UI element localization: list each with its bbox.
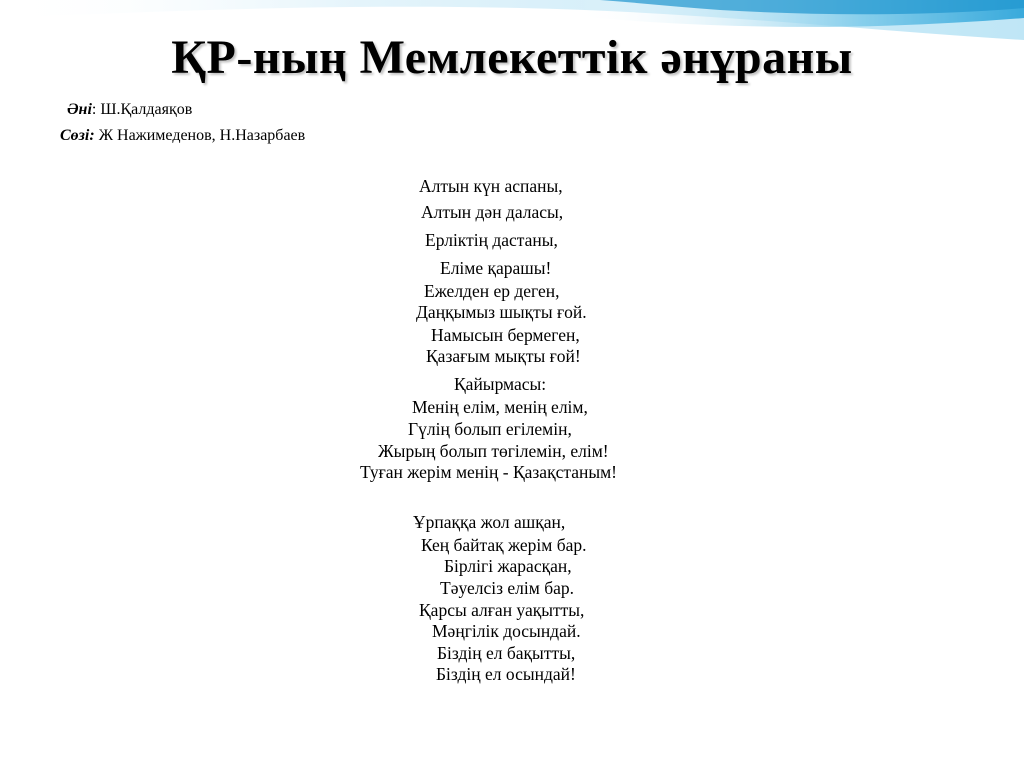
lyric-line: Ұрпаққа жол ашқан, [413, 512, 566, 532]
lyric-line: Намысын бермеген, [431, 325, 580, 345]
music-credit-label: Әні [67, 101, 92, 118]
lyric-line: Біздің ел осындай! [436, 664, 576, 684]
lyric-line: Қарсы алған уақытты, [419, 600, 585, 620]
lyric-line: Тәуелсіз елім бар. [440, 578, 575, 598]
lyrics-credit-value: Ж Нажимеденов, Н.Назарбаев [94, 127, 306, 144]
lyric-line: Алтын дән даласы, [421, 202, 564, 222]
chorus-label: Қайырмасы: [454, 374, 547, 394]
lyric-line: Біздің ел бақытты, [437, 643, 576, 663]
lyric-line: Жырың болып төгілемін, елім! [378, 441, 609, 461]
slide-title: ҚР-ның Мемлекеттік әнұраны [171, 31, 853, 84]
lyric-line: Алтын күн аспаны, [419, 176, 563, 196]
lyrics-credit-label: Сөзі: [60, 127, 95, 144]
lyric-line: Менің елім, менің елім, [412, 397, 588, 417]
music-credit-value: : Ш.Қалдаяқов [91, 101, 193, 118]
lyric-line: Кең байтақ жерім бар. [421, 535, 587, 555]
lyric-line: Ерліктің дастаны, [425, 230, 558, 250]
lyric-line: Мәңгілік досындай. [432, 621, 581, 641]
lyric-line: Гүлің болып егілемін, [408, 419, 572, 439]
lyric-line: Еліме қарашы! [440, 258, 552, 278]
lyric-line: Даңқымыз шықты ғой. [416, 302, 587, 322]
lyric-line: Бірлігі жарасқан, [444, 556, 572, 576]
lyric-line: Ежелден ер деген, [424, 281, 560, 301]
lyric-line: Туған жерім менің - Қазақстаным! [360, 462, 617, 482]
lyric-line: Қазағым мықты ғой! [426, 346, 581, 366]
